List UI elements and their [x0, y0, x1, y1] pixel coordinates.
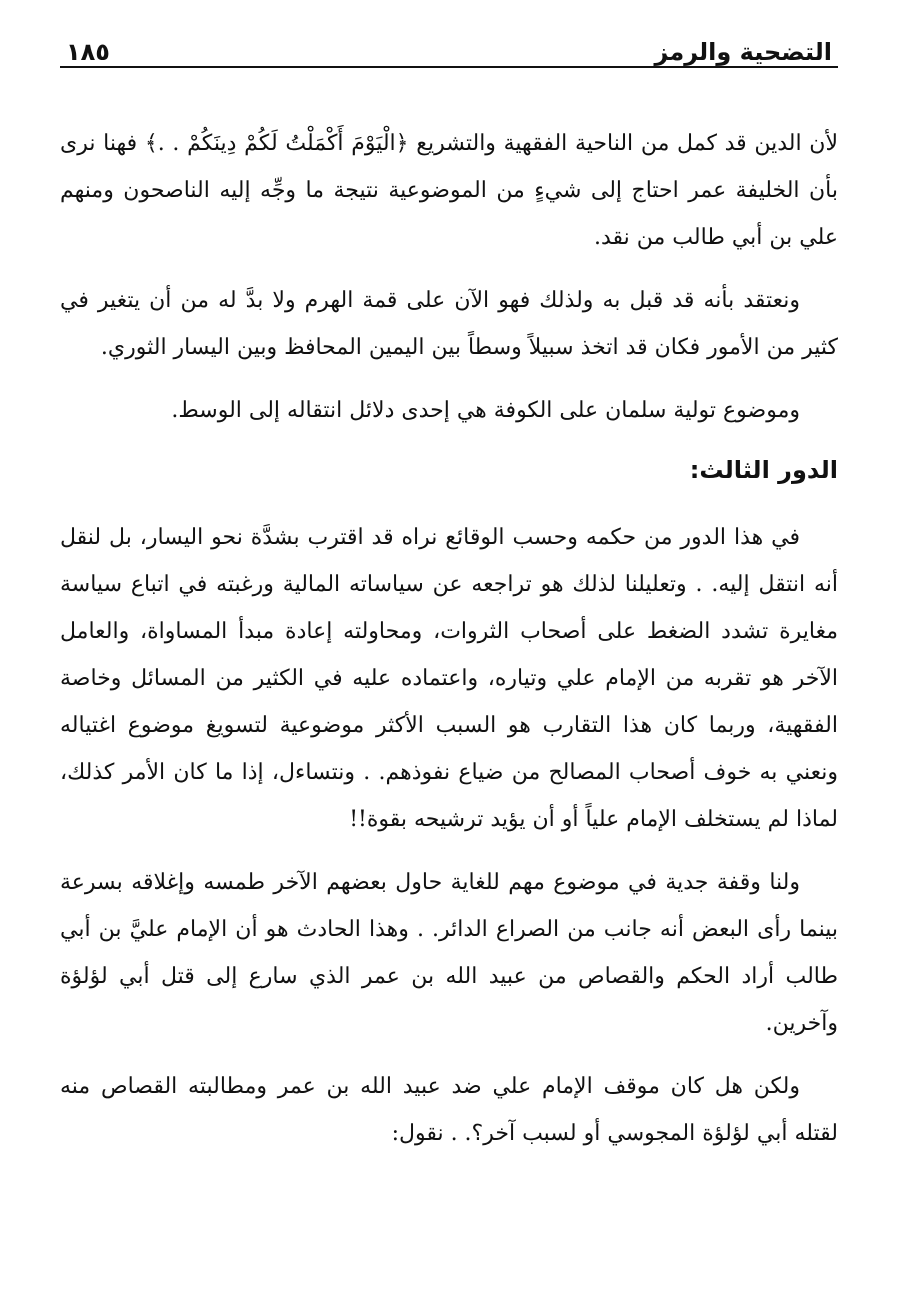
running-header	[60, 22, 838, 68]
paragraph: وموضوع تولية سلمان على الكوفة هي إحدى دلائل انتقاله إلى الوسط.	[171, 398, 800, 423]
paragraph: لأن الدين قد كمل من الناحية الفقهية والتشريع ﴿الْيَوْمَ أَكْمَلْتُ لَكُمْ دِينَكُمْ . .﴾ فهنا نرى بأن الخليفة عمر احتاج إلى شيءٍ من الموضوعية نتيجة ما وجِّه إليه الناصحون ومنهم علي بن أبي طالب من نقد.	[60, 131, 838, 250]
book-page	[60, 22, 838, 1173]
section-heading: الدور الثالث:	[689, 456, 838, 484]
book-title: التضحية والرمز	[654, 38, 832, 66]
paragraph: ولنا وقفة جدية في موضوع مهم للغاية حاول بعضهم الآخر طمسه وإغلاقه بسرعة بينما رأى البعض أنه جانب من الصراع الدائر. . وهذا الحادث هو أن الإمام عليَّ بن أبي طالب أراد الحكم والقصاص من عبيد الله بن عمر الذي سارع إلى قتل أبي لؤلؤة وآخرين.	[60, 870, 838, 1036]
page-number: ١٨٥	[66, 38, 110, 66]
paragraph: ونعتقد بأنه قد قبل به ولذلك فهو الآن على قمة الهرم ولا بدَّ له من أن يتغير في كثير من الأمور فكان قد اتخذ سبيلاً وسطاً بين اليمين المحافظ وبين اليسار الثوري.	[60, 288, 838, 360]
paragraph: في هذا الدور من حكمه وحسب الوقائع نراه قد اقترب بشدَّة نحو اليسار، بل لنقل أنه انتقل إليه. . وتعليلنا لذلك هو تراجعه عن سياساته المالية ورغبته في اتباع سياسة مغايرة تشدد الضغط على أصحاب الثروات، ومحاولته إعادة مبدأ المساواة، والعامل الآخر هو تقربه من الإمام علي وتياره، واعتماده عليه في الكثير من المسائل وخاصة الفقهية، وربما كان هذا التقارب هو السبب الأكثر موضوعية لتسويغ موضوع اغتياله ونعني به خوف أصحاب المصالح من ضياع نفوذهم. . ونتساءل، إذا ما كان الأمر كذلك، لماذا لم يستخلف الإمام علياً أو أن يؤيد ترشيحه بقوة!!	[60, 525, 838, 832]
paragraph: ولكن هل كان موقف الإمام علي ضد عبيد الله بن عمر ومطالبته القصاص منه لقتله أبي لؤلؤة المجوسي أو لسبب آخر؟. . نقول:	[60, 1074, 838, 1146]
page-content	[60, 120, 838, 1157]
